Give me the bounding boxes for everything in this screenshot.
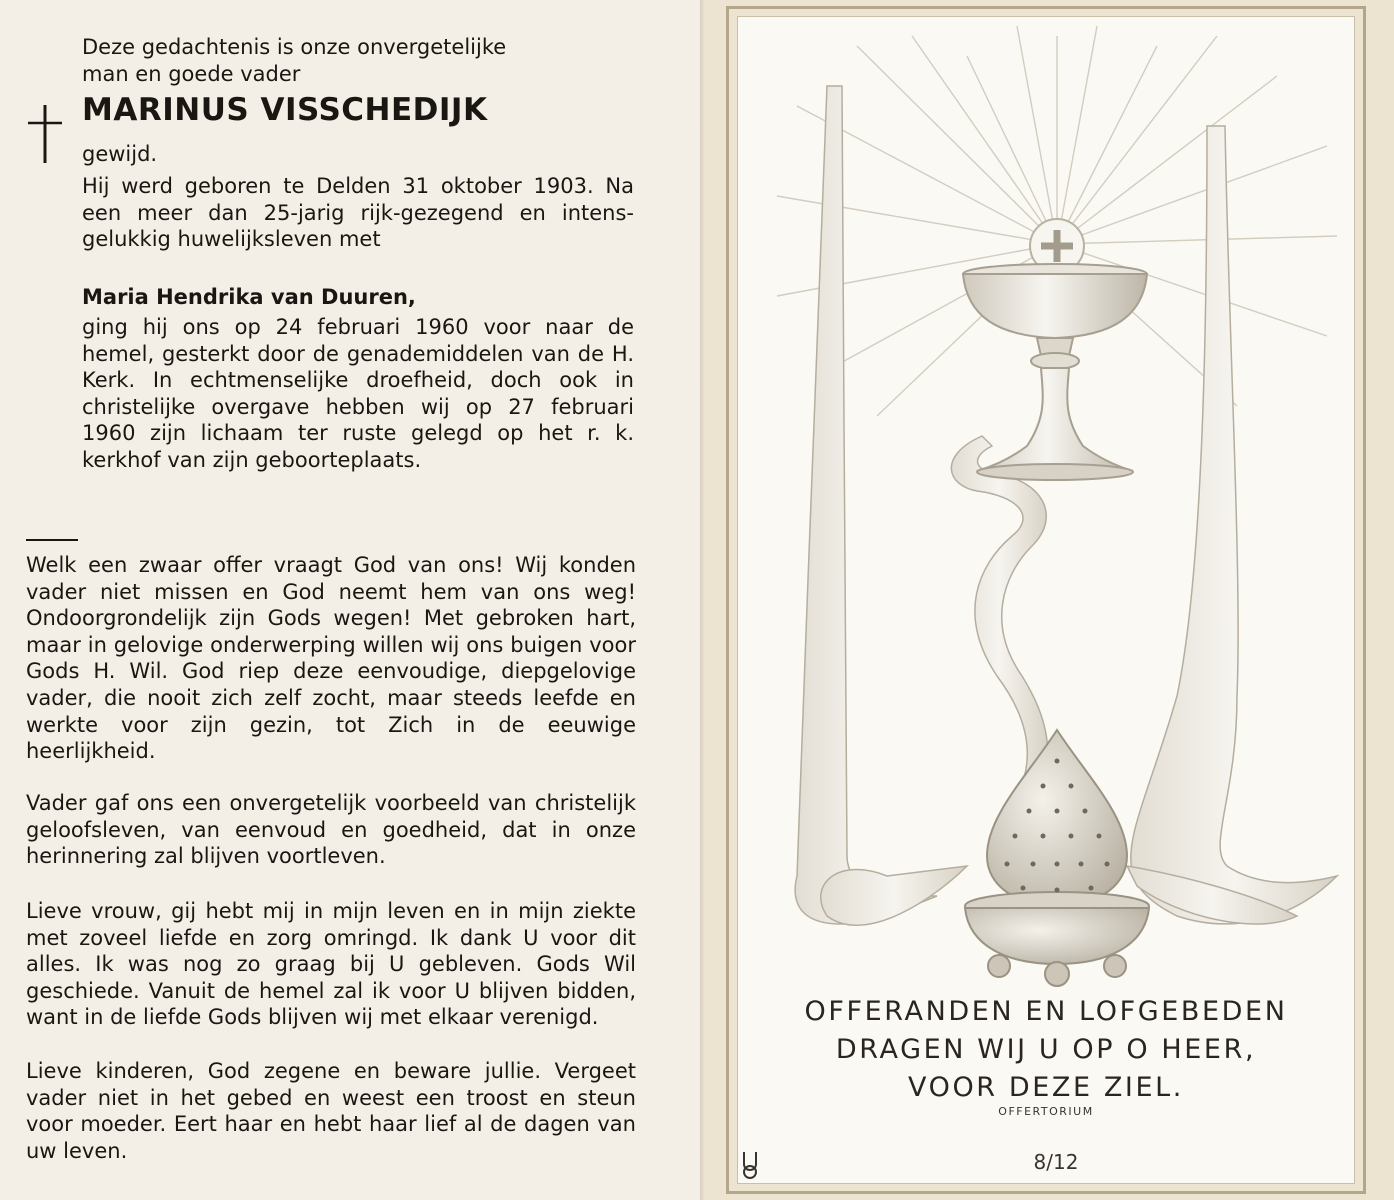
deceased-name: MARINUS VISSCHEDIJK <box>82 92 488 128</box>
death-paragraph: ging hij ons op 24 februari 1960 voor naar de hemel, gesterkt door de genademiddelen van de H. Kerk. In echtmenselijke droefheid, doch ook in christelijke overgave hebben wij op 27 februari 1960 zijn lichaam ter ruste gelegd op het r. k. kerkhof van zijn geboorteplaats. <box>82 315 634 472</box>
father-paragraph: Vader gaf ons een onvergetelijk voorbeeld van christelijk geloofsleven, van eenvoud en goedheid, dat in onze herinnering zal blijven voortleven. <box>26 791 636 869</box>
source-label: OFFERTORIUM <box>998 1105 1094 1118</box>
devotional-image-card <box>706 0 1394 1200</box>
intro-text: Deze gedachtenis is onze onvergetelijke man en goede vader <box>82 35 507 86</box>
chalice-icon <box>963 264 1147 480</box>
offer-paragraph: Welk een zwaar offer vraagt God van ons! Wij konden vader niet missen en God neemt hem van ons weg! Ondoorgrondelijk zijn Gods wegen! Met gebroken hart, maar in gelovige onderwerping willen wij ons buigen voor Gods H. Wil. God riep deze eenvoudige, diepgelovige vader, die nooit zich zelf zocht, maar steeds leefde en werkte voor zijn gezin, tot Zich in de eeuwige heerlijkheid. <box>26 553 636 764</box>
consecrated-text: gewijd. <box>82 142 158 166</box>
wife-paragraph: Lieve vrouw, gij hebt mij in mijn leven en in mijn ziekte met zoveel liefde en zorg omringd. Ik dank U voor dit alles. Ik was nog zo graag bij U gebleven. Gods Wil geschiede. Vanuit de hemel zal ik voor U blijven bidden, want in de liefde Gods blijven wij met elkaar verenigd. <box>26 899 636 1030</box>
caption-line-3: VOOR DEZE ZIEL. <box>908 1072 1184 1103</box>
censer-icon <box>965 730 1149 986</box>
birth-paragraph: Hij werd geboren te Delden 31 oktober 1903. Na een meer dan 25-jarig rijk-gezegend en intens-gelukkig huwelijksleven met <box>82 174 634 252</box>
card-number: 8/12 <box>1033 1150 1079 1174</box>
artist-monogram-icon <box>738 1150 762 1180</box>
wife-name: Maria Hendrika van Duuren, <box>82 285 416 309</box>
cross-icon <box>26 103 64 165</box>
divider <box>26 539 78 541</box>
children-paragraph: Lieve kinderen, God zegene en beware jullie. Vergeet vader niet in het gebed en weest een troost en steun voor moeder. Eert haar en hebt haar lief al de dagen van uw leven. <box>26 1059 636 1163</box>
caption-line-1: OFFERANDEN EN LOFGEBEDEN <box>804 996 1288 1027</box>
caption-line-2: DRAGEN WIJ U OP O HEER, <box>835 1034 1257 1065</box>
